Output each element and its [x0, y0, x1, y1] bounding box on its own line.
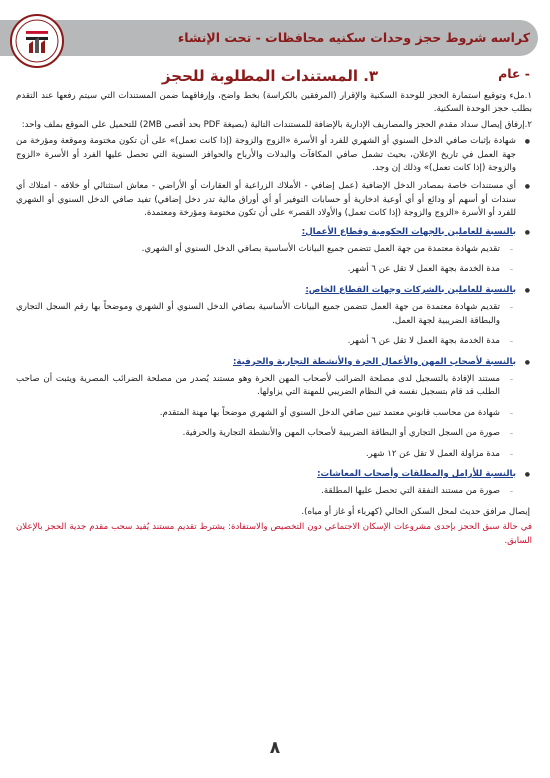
group-title-professions: بالنسبة لأصحاب المهن والأعمال الحرة والأنشطة التجارية والحرفية:	[232, 356, 516, 367]
list-item: – صورة من السجل التجاري أو البطاقة الضريبية لأصحاب المهن والأنشطة التجارية والحرفية.	[16, 427, 516, 440]
group-items-widows	[16, 485, 516, 498]
page-number: ٨	[269, 738, 281, 758]
paragraph-1: ١.ملء وتوقيع استمارة الحجز للوحدة السكنية والإقرار (المرفقين بالكراسة) بخط واضح، وإرفاقهما ضمن المستندات التي سيتم رفعها عند التقدم بطلب حجز الوحدة السكنية.	[16, 91, 532, 115]
previous-booking-note: في حالة سبق الحجز بإحدى مشروعات الإسكان الاجتماعي دون التخصيص والاستفادة: يشترط تقديم مستند يُفيد سحب مقدم جدية الحجز بالإعلان السابق.	[16, 522, 532, 546]
group-title-private: بالنسبة للعاملين بالشركات وجهات القطاع الخاص:	[305, 284, 516, 295]
group-items-professions	[16, 373, 516, 461]
ministry-seal-icon	[10, 14, 64, 68]
list-item: – صورة من مستند النفقة التي تحصل عليها المطلقة.	[16, 485, 516, 498]
group-private	[16, 284, 532, 349]
group-items-government	[16, 243, 516, 277]
list-item: – تقديم شهادة معتمدة من جهة العمل تتضمن جميع البيانات الأساسية بصافي الدخل السنوي أو الشهري.	[16, 243, 516, 256]
document-body	[16, 90, 532, 550]
group-government	[16, 226, 532, 277]
header-title: كراسه شروط حجز وحدات سكنيه محافظات - تحت الإنشاء - عام	[177, 30, 530, 81]
utility-receipt-line: إيصال مرافق حديث لمحل السكن الحالي (كهرباء أو غاز أو مياه).	[301, 506, 530, 517]
list-item: – مدة الخدمة بجهة العمل لا تقل عن ٦ أشهر.	[16, 335, 516, 348]
list-item: – تقديم شهادة معتمدة من جهة العمل تتضمن جميع البيانات الأساسية بصافي الدخل السنوي أو الشهري وموضحاً بها رقم السجل التجاري والبطاقة الضريبية لجهة العمل.	[16, 301, 516, 328]
group-widows	[16, 468, 532, 499]
list-item: – مستند الإفادة بالتسجيل لدى مصلحة الضرائب لأصحاب المهن الحرة وهو مستند يُصدر من مصلحة الضرائب المصرية ويثبت أن صاحب الطلب قد قام بتسجيل نفسه في النظام الضريبي للمهنة التي يزاولها.	[16, 373, 516, 400]
group-title-government: بالنسبة للعاملين بالجهات الحكومية وقطاع الأعمال:	[301, 226, 516, 237]
group-items-private	[16, 301, 516, 348]
list-item: – مدة الخدمة بجهة العمل لا تقل عن ٦ أشهر.	[16, 263, 516, 276]
list-item: – شهادة من محاسب قانوني معتمد تبين صافي الدخل السنوي أو الشهري موضحاً بها مهنة المتقدم.	[16, 407, 516, 420]
paragraph-2: ٢.إرفاق إيصال سداد مقدم الحجز والمصاريف الإدارية بالإضافة للمستندات التالية (بصيغة PDF بحد أقصى 2MB) للتحميل على الموقع بملف واحد:	[21, 119, 532, 130]
bullet-income-certificate: ● شهادة بإثبات صافي الدخل السنوي أو الشهري للفرد أو الأسرة «الزوج والزوجة (إذا كانت تعمل)» على أن تكون مختومة وموقعة ومؤرخة من جهة العمل في تاريخ الإعلان، بحيث تشمل صافي المكافآت والبدلات والأرباح والحوافز السنوية التي تحصل عليها الفرد أو الأسرة «الزوج والزوجة (إذا كانت تعمل)» وذلك إن وجد.	[16, 135, 532, 175]
bullet-extra-income: ● أي مستندات خاصة بمصادر الدخل الإضافية (عمل إضافي - الأملاك الزراعية أو العقارات أو الأراضي - معاش استثنائي أو خلافه - امتلاك أي سندات أو أسهم أو ودائع أو أي أوعية ادخارية أو حسابات التوفير أو أي أوراق مالية تدر دخل إضافي) تفيد صافي الدخل السنوي أو الشهري للفرد أو الأسرة «الزوج والزوجة (إذا كانت تعمل) والأولاد القصر» على أن تكون مختومة ومؤرخة ومعتمدة.	[16, 180, 532, 220]
requirements-list	[16, 135, 532, 499]
section-title: ٣. المستندات المطلوبة للحجز	[161, 67, 379, 85]
group-title-widows: بالنسبة للأرامل والمطلقات وأصحاب المعاشات:	[317, 468, 516, 479]
group-professions	[16, 356, 532, 461]
list-item: – مدة مزاولة العمل لا تقل عن ١٢ شهر.	[16, 448, 516, 461]
